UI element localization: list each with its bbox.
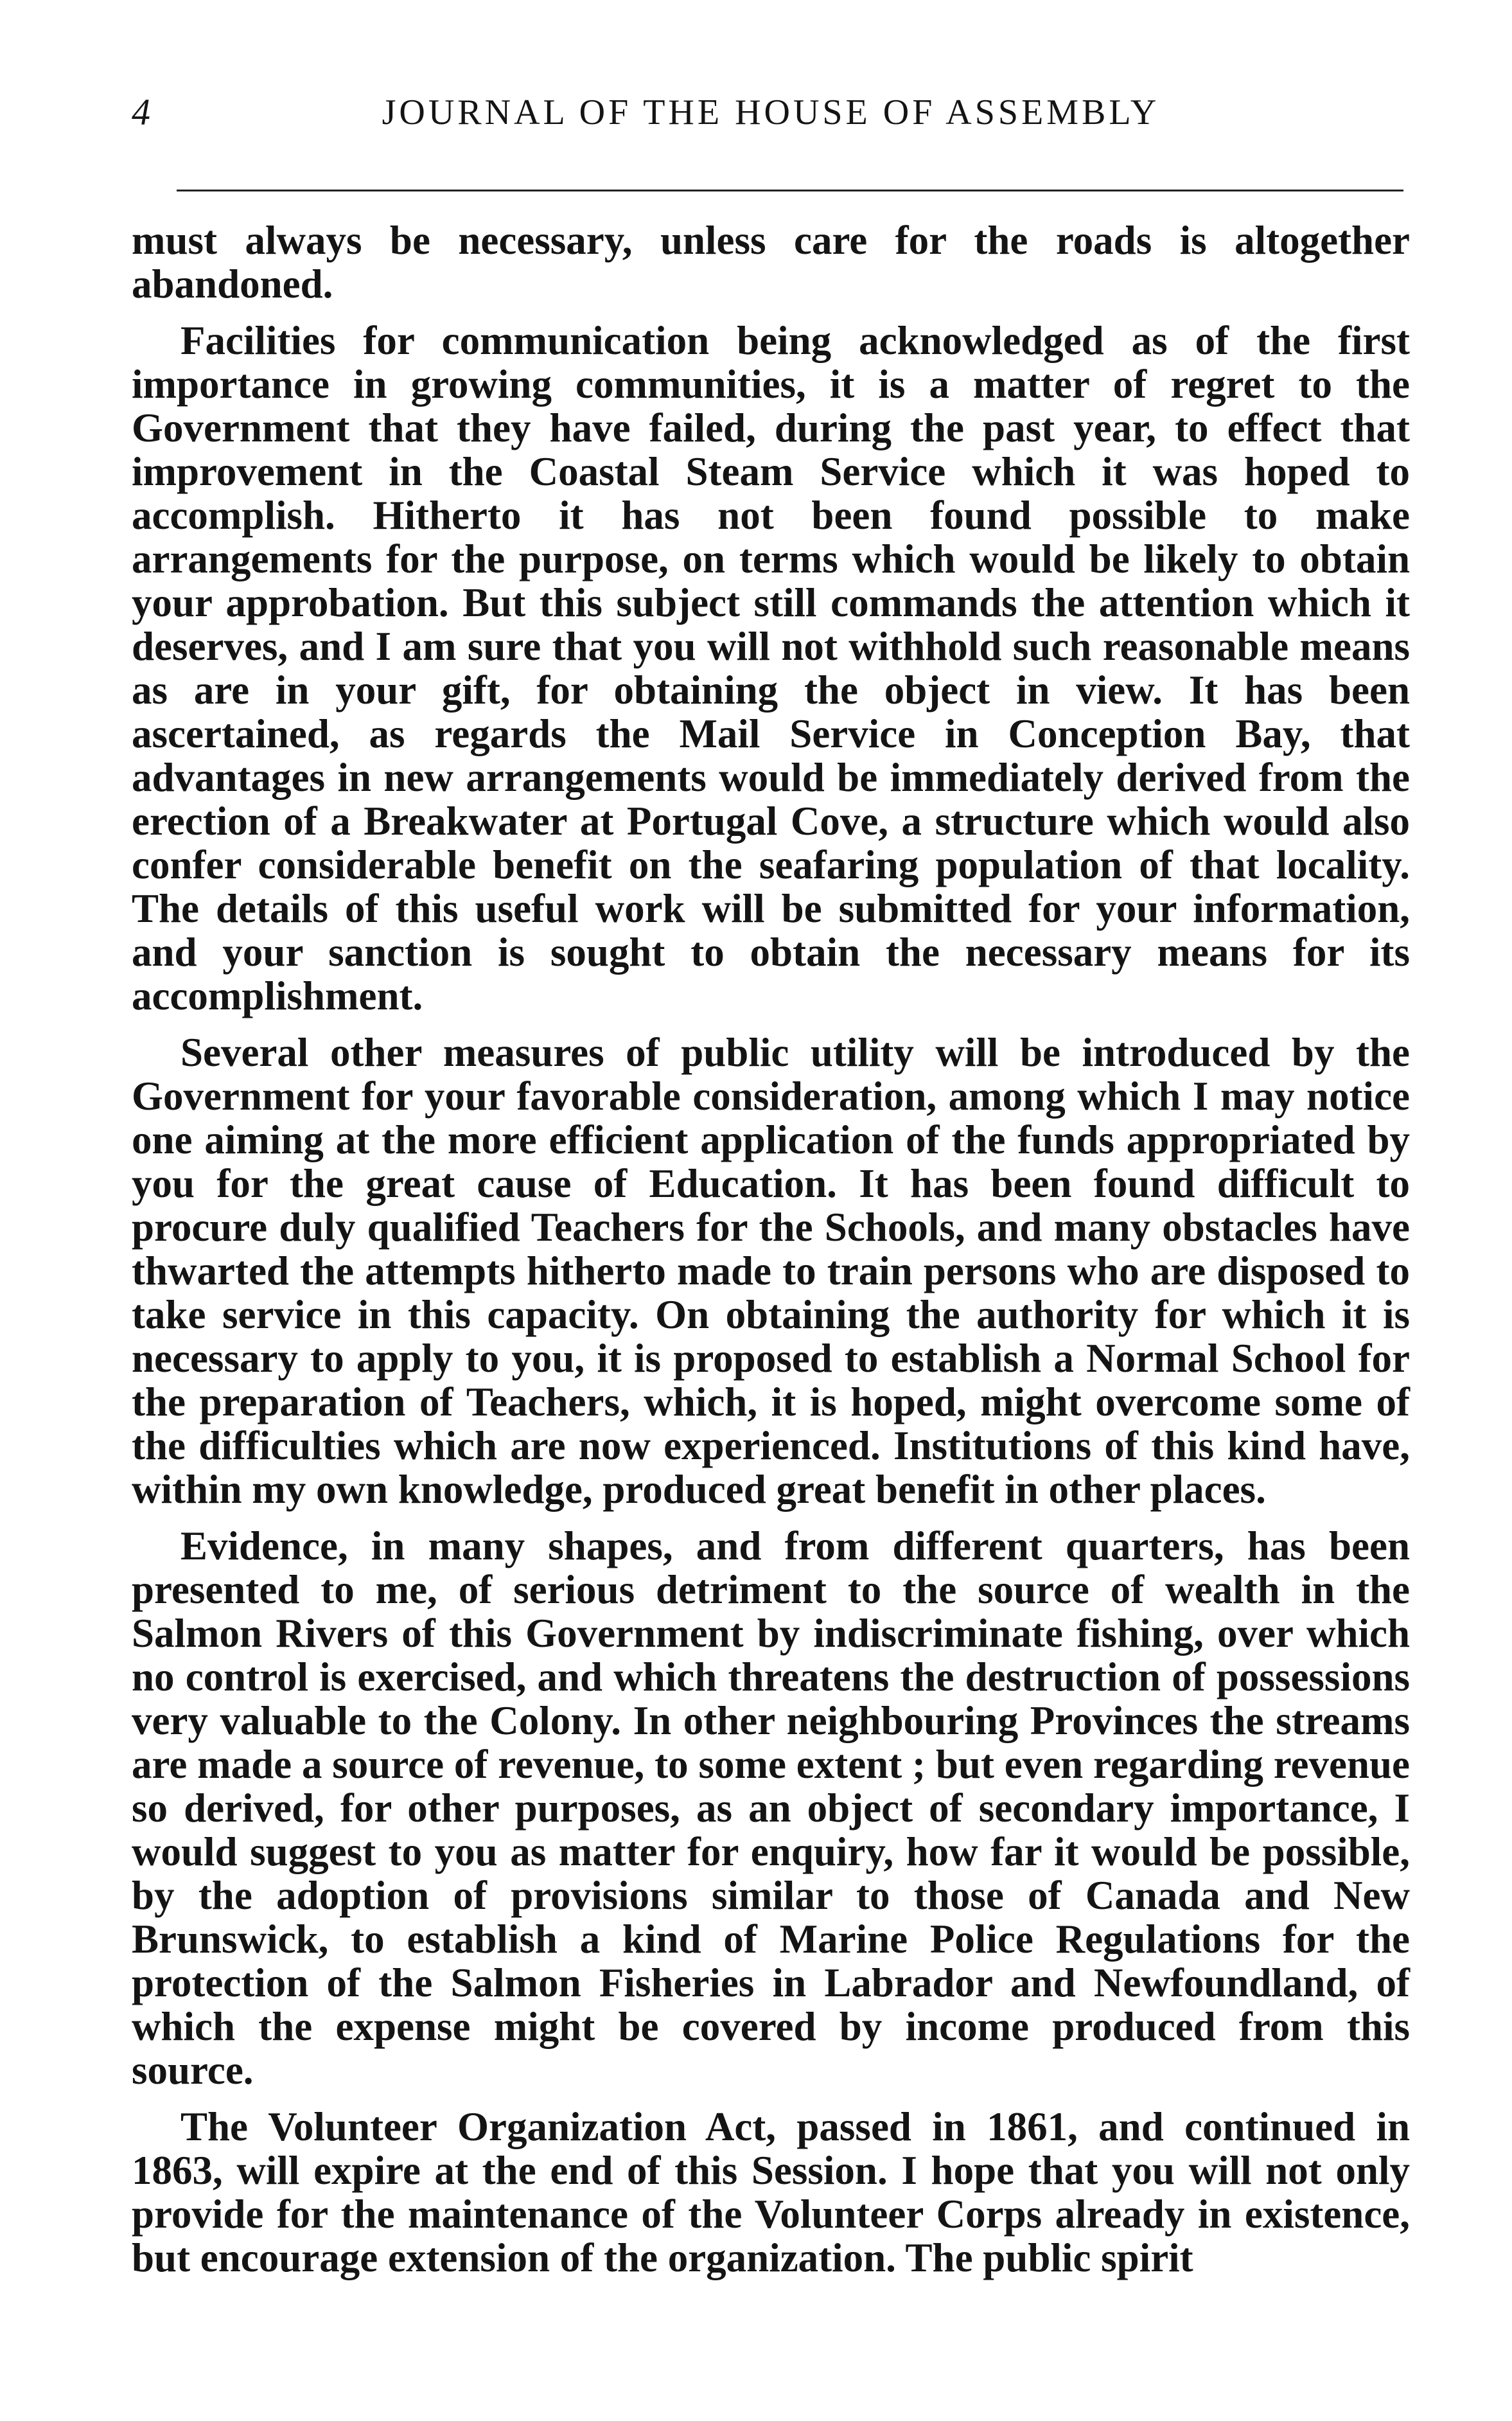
- paragraph-coastal-steam-service: Facilities for communication being acknowledged as of the first importance in growing communities, it is a matter of regret to the Government that they have failed, during the past year, to effect that improvement in the Coastal Steam Service which it was hoped to accomplish. Hitherto it has not been found possible to make arrangements for the purpose, on terms which would be likely to obtain your approbation. But this subject still commands the attention which it deserves, and I am sure that you will not withhold such reasonable means as are in your gift, for obtaining the object in view. It has been ascertained, as regards the Mail Service in Conception Bay, that advantages in new arrangements would be immediately derived from the erection of a Breakwater at Portugal Cove, a structure which would also confer considerable benefit on the seafaring population of that locality. The details of this useful work will be submitted for your information, and your sanction is sought to obtain the necessary means for its accomplishment.: [132, 318, 1410, 1018]
- page-header: [132, 84, 1410, 141]
- running-head: JOURNAL OF THE HOUSE OF ASSEMBLY: [382, 93, 1160, 132]
- body-text: [132, 218, 1410, 2292]
- paragraph-volunteer-act: The Volunteer Organization Act, passed in 1861, and continued in 1863, will expire at the end of this Session. I hope that you will not only provide for the maintenance of the Volunteer Corps already in existence, but encourage extension of the organization. The public spirit: [132, 2104, 1410, 2280]
- page-number: 4: [132, 91, 150, 133]
- paragraph-salmon-fisheries: Evidence, in many shapes, and from different quarters, has been presented to me, of serious detriment to the source of wealth in the Salmon Rivers of this Government by indiscriminate fishing, over which no control is exercised, and which threatens the destruction of possessions very valuable to the Colony. In other neighbouring Provinces the streams are made a source of revenue, to some extent ; but even regarding revenue so derived, for other purposes, as an object of secondary importance, I would suggest to you as matter for enquiry, how far it would be possible, by the adoption of provisions similar to those of Canada and New Brunswick, to establish a kind of Marine Police Regulations for the protection of the Salmon Fisheries in Labrador and Newfoundland, of which the expense might be covered by income produced from this source.: [132, 1523, 1410, 2093]
- paragraph-education: Several other measures of public utility will be introduced by the Government for your favorable consideration, among which I may notice one aiming at the more efficient application of the funds appropriated by you for the great cause of Education. It has been found difficult to procure duly qualified Teachers for the Schools, and many obstacles have thwarted the attempts hitherto made to train persons who are disposed to take service in this capacity. On obtaining the authority for which it is necessary to apply to you, it is proposed to establish a Normal School for the preparation of Teachers, which, it is hoped, might overcome some of the difficulties which are now experienced. Institutions of this kind have, within my own knowledge, produced great benefit in other places.: [132, 1030, 1410, 1512]
- paragraph-continuation: must always be necessary, unless care for the roads is altogether abandoned.: [132, 218, 1410, 306]
- header-rule: [177, 190, 1403, 191]
